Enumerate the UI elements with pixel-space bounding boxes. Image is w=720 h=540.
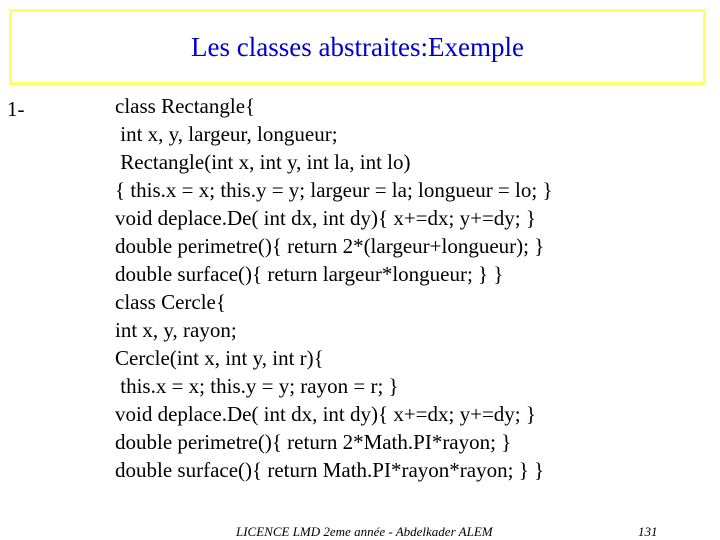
code-line: void deplace.De( int dx, int dy){ x+=dx; y+=dy; }	[115, 402, 536, 426]
code-line: Cercle(int x, int y, int r){	[115, 346, 324, 370]
code-line: this.x = x; this.y = y; rayon = r; }	[115, 374, 399, 398]
code-line: class Rectangle{	[115, 94, 256, 118]
code-line: class Cercle{	[115, 290, 226, 314]
code-line: int x, y, largeur, longueur;	[115, 122, 338, 146]
code-line: Rectangle(int x, int y, int la, int lo)	[115, 150, 411, 174]
code-line: double perimetre(){ return 2*Math.PI*rayon; }	[115, 430, 512, 454]
code-line: double surface(){ return Math.PI*rayon*rayon; } }	[115, 458, 545, 482]
code-line: { this.x = x; this.y = y; largeur = la; longueur = lo; }	[115, 178, 553, 202]
bullet-number: 1-	[7, 97, 25, 121]
code-line: double perimetre(){ return 2*(largeur+longueur); }	[115, 234, 545, 258]
page-number: 131	[638, 524, 658, 539]
code-line: int x, y, rayon;	[115, 318, 237, 342]
title-box	[9, 9, 706, 85]
slide-footer: LICENCE LMD 2eme année - Abdelkader ALEM	[236, 524, 493, 539]
code-line: void deplace.De( int dx, int dy){ x+=dx; y+=dy; }	[115, 206, 536, 230]
slide-title: Les classes abstraites:Exemple	[191, 31, 524, 62]
code-line: double surface(){ return largeur*longueur; } }	[115, 262, 504, 286]
code-block	[115, 92, 715, 484]
